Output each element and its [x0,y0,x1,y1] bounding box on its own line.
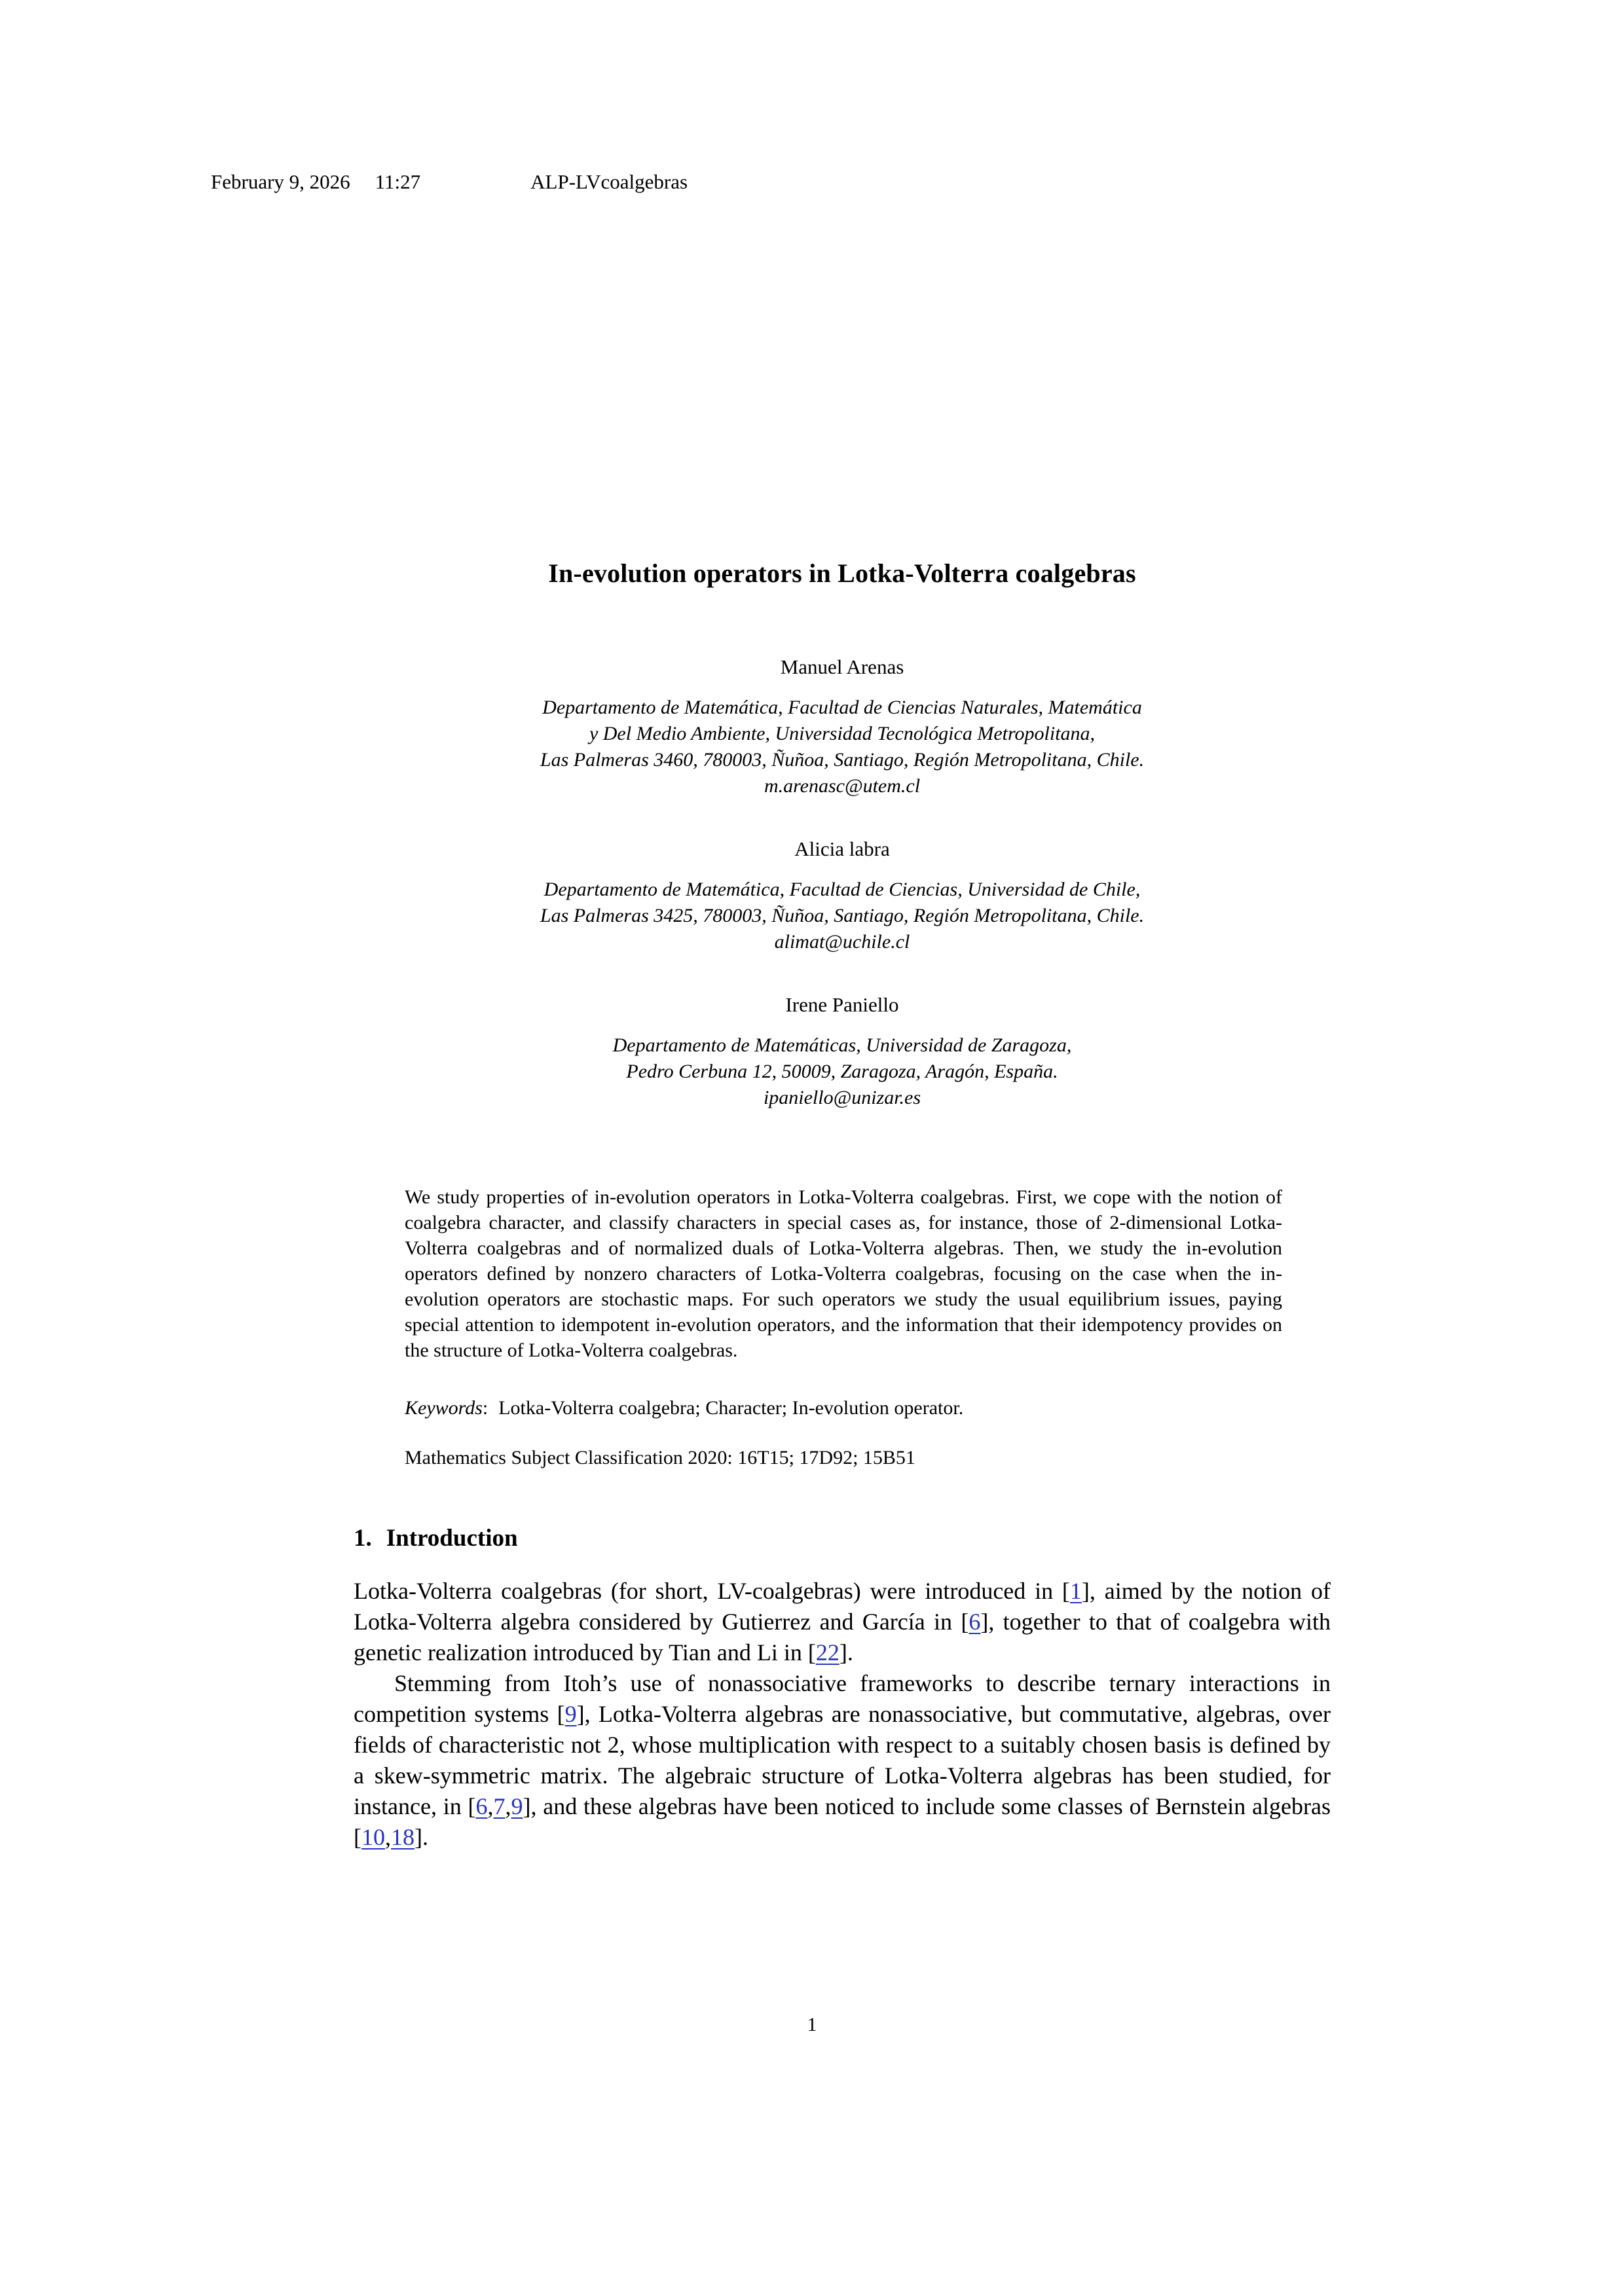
paragraph-text: Stemming from Itoh’s use of nonassociative frameworks to describe ternary interactions in competition systems [ [354,1670,1331,1727]
authors-block [354,655,1331,1111]
author-email: m.arenasc@utem.cl [764,775,921,797]
citation-link[interactable]: 9 [564,1701,577,1727]
author-name: Alicia labra [794,837,890,860]
page-number: 1 [807,2014,817,2035]
author-affiliation-line: Las Palmeras 3460, 780003, Ñuñoa, Santiago, Región Metropolitana, Chile. [540,749,1145,771]
header-running-title: ALP-LVcoalgebras [530,170,688,193]
abstract-text: We study properties of in-evolution operators in Lotka-Volterra coalgebras. First, we cope with the notion of coalgebra character, and classify characters in special cases as, for instance, those of 2-dimensional Lotka-Volterra coalgebras and of normalized duals of Lotka-Volterra algebras. Then, we study the in-evolution operators defined by nonzero characters of Lotka-Volterra coalgebras, focusing on the case when the in-evolution operators are stochastic maps. For such operators we study the usual equilibrium issues, paying special attention to idempotent in-evolution operators, and the information that their idempotency provides on the structure of Lotka-Volterra coalgebras. [405,1186,1282,1361]
author-block-2 [354,837,1331,955]
paragraph-text: ], together to that of coalgebra with genetic realization introduced by Tian and Li in [ [354,1609,1331,1666]
author-block-1 [354,655,1331,799]
citation-link[interactable]: 1 [1069,1578,1082,1604]
paragraph-text: ], and these algebras have been noticed to include some classes of Bernstein algebras [ [354,1793,1331,1850]
author-block-3 [354,993,1331,1111]
paragraph-text: Lotka-Volterra coalgebras (for short, LV-coalgebras) were introduced in [ [354,1578,1070,1604]
keywords-line [405,1397,1282,1419]
citation-link[interactable]: 9 [511,1793,523,1819]
author-affiliation-line: Pedro Cerbuna 12, 50009, Zaragoza, Aragón, España. [626,1061,1058,1082]
author-name: Irene Paniello [785,993,899,1016]
citation-link[interactable]: 6 [475,1793,488,1819]
intro-paragraph-1 [354,1576,1331,1668]
citation-link[interactable]: 10 [361,1824,385,1850]
author-affiliation-line: Departamento de Matemáticas, Universidad de Zaragoza, [612,1034,1072,1056]
author-email: alimat@uchile.cl [774,931,910,953]
paper-content [354,0,1331,1853]
header-date: February 9, 2026 [211,170,350,193]
author-affiliation-line: Las Palmeras 3425, 780003, Ñuñoa, Santiago, Región Metropolitana, Chile. [540,905,1145,926]
citation-link[interactable]: 7 [493,1793,506,1819]
paragraph-text: ]. [415,1824,428,1850]
section-title: Introduction [386,1525,518,1552]
paragraph-text: ]. [839,1639,853,1666]
keywords-text: Lotka-Volterra coalgebra; Character; In-evolution operator. [498,1397,964,1419]
citation-link[interactable]: 18 [391,1824,415,1850]
intro-paragraph-2 [354,1668,1331,1853]
paragraph-text: , [385,1824,391,1850]
paragraph-text: ], aimed by the notion of Lotka-Volterra algebra considered by Gutierrez and García in [ [354,1578,1331,1635]
paragraph-text: ], Lotka-Volterra algebras are nonassociative, but commutative, algebras, over fields of characteristic not 2, whose multiplication with respect to a suitably chosen basis is defined by a skew-symmetric matrix. The algebraic structure of Lotka-Volterra algebras has been studied, for instance, in [ [354,1701,1331,1819]
author-email: ipaniello@unizar.es [763,1087,921,1108]
citation-link[interactable]: 6 [969,1609,981,1635]
msc-line: Mathematics Subject Classification 2020: 16T15; 17D92; 15B51 [405,1447,915,1468]
paragraph-text: , [505,1793,511,1819]
keywords-colon: : [482,1397,489,1419]
paper-title: In-evolution operators in Lotka-Volterra coalgebras [548,558,1136,588]
section-number: 1. [354,1525,372,1552]
author-affiliation-line: Departamento de Matemática, Facultad de Ciencias, Universidad de Chile, [544,879,1141,900]
header-time: 11:27 [375,170,421,193]
keywords-label: Keywords [405,1397,483,1419]
author-affiliation-line: Departamento de Matemática, Facultad de Ciencias Naturales, Matemática [542,697,1142,718]
paragraph-text: , [487,1793,494,1819]
citation-link[interactable]: 22 [815,1639,840,1666]
section-heading-introduction [354,1524,1331,1552]
author-name: Manuel Arenas [780,655,904,678]
author-affiliation-line: y Del Medio Ambiente, Universidad Tecnológica Metropolitana, [589,723,1096,744]
